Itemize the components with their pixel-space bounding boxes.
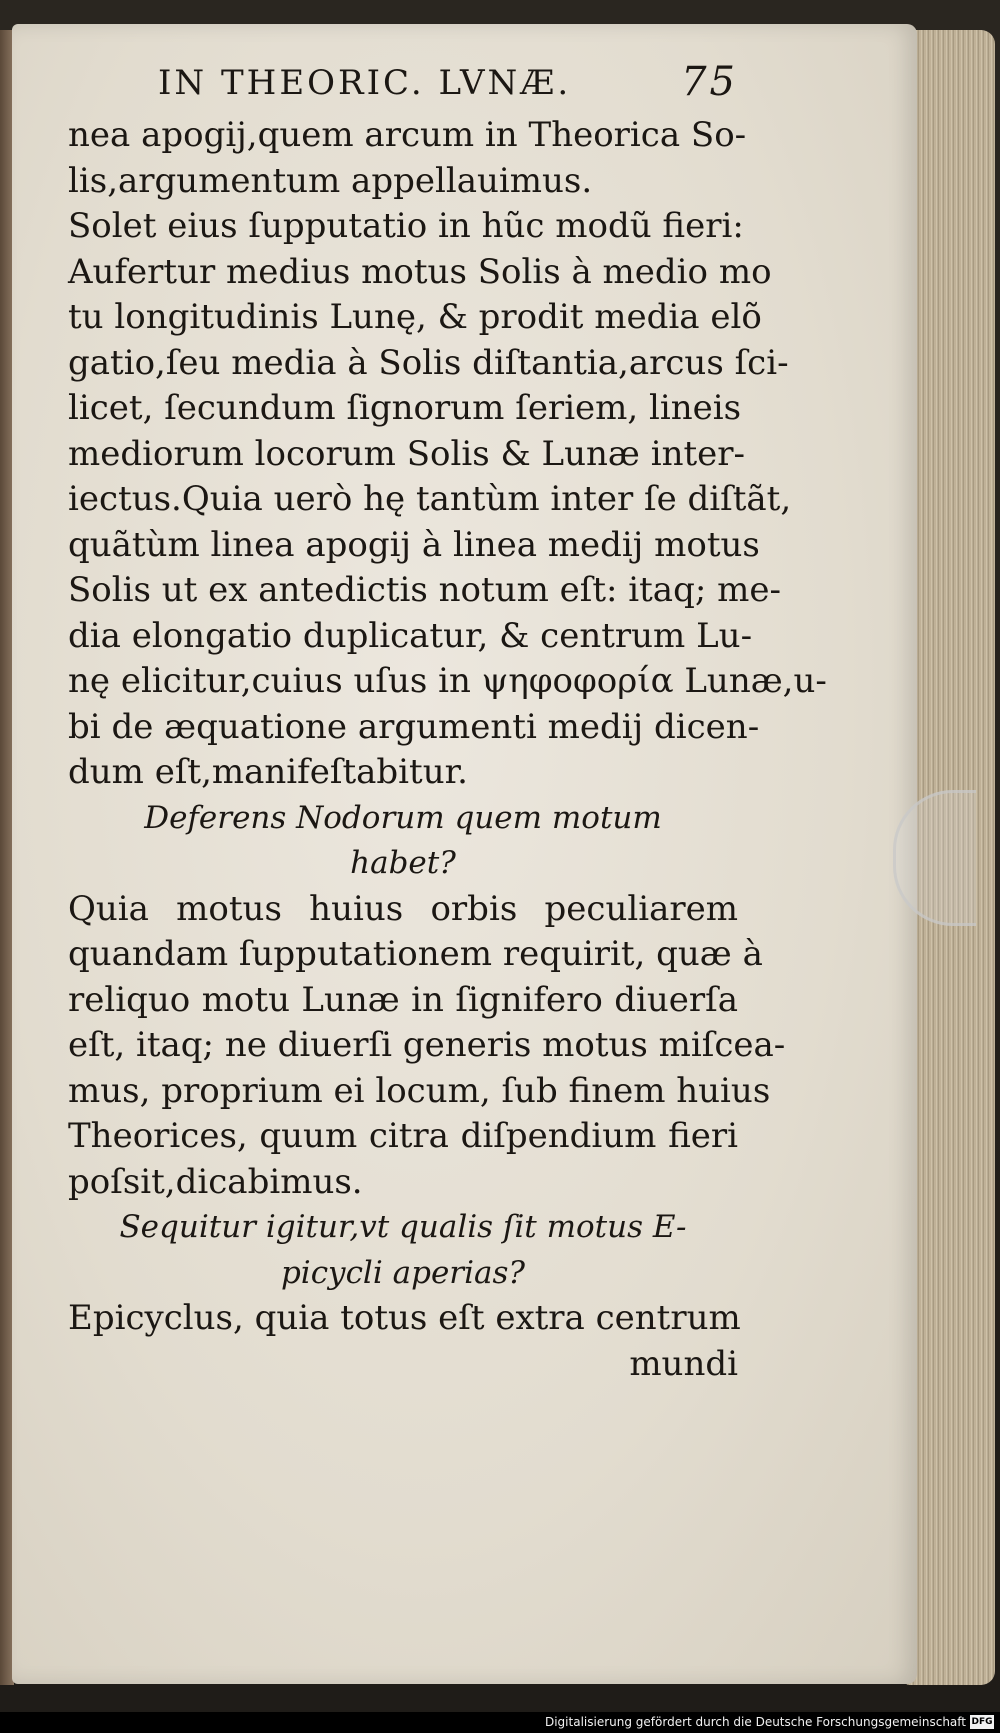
text-line: poſsit,dicabimus. [68,1161,363,1202]
page-number: 75 [681,59,738,105]
footer-credit: Digitalisierung gefördert durch die Deutsche Forschungsgemeinschaft [544,1715,966,1729]
text-line: reliquo motu Lunæ in ſignifero diuerſa [68,979,738,1020]
text-line: iectus.Quia uerò hę tantùm inter ſe diſtãt, [68,479,792,519]
text-line: eſt, itaq; ne diuerſi generis motus miſcea- [68,1025,786,1065]
text-line: bi de æquatione argumenti medij dicen- [68,706,760,747]
text-line: Solis ut ex antedictis notum eſt: itaq; me- [68,570,781,610]
text-line: Deferens Nodorum quem motum [144,799,662,836]
text-line: gatio,ſeu media à Solis diſtantia,arcus ſci- [68,342,789,383]
text-line: mus, proprium ei locum, ſub finem huius [68,1070,771,1111]
text-line: tu longitudinis Lunę, & prodit media elõ [68,297,762,337]
text-line: dum eſt,manifeſtabitur. [68,752,468,792]
text-line: picycli aperias? [280,1254,526,1291]
text-line: habet? [350,845,456,881]
text-line: lis,argumentum appellauimus. [68,160,593,201]
text-lines [68,113,827,1387]
text-line: nę elicitur,cuius uſus in ψηφοφορία Lunæ,u- [68,661,827,701]
text-line: Epicyclus, quia totus eſt extra centrum [68,1298,741,1338]
page-header [68,55,738,113]
text-block [68,55,827,1387]
text-line: quãtùm linea apogij à linea medij motus [68,524,760,565]
dfg-logo: DFG [971,1717,993,1727]
text-line: Aufertur medius motus Solis à medio mo [68,251,772,292]
text-line: Solet eius ſupputatio in hũc modũ fieri: [68,206,744,246]
text-line: nea apogij,quem arcum in Theorica So- [68,115,747,155]
text-line: mundi [629,1343,738,1384]
text-line: Theorices, quum citra diſpendium fieri [68,1116,738,1156]
text-line: Quia motus huius orbis peculiarem [68,888,738,929]
text-line: dia elongatio duplicatur, & centrum Lu- [68,615,753,656]
running-title: IN THEORIC. LVNÆ. [158,63,572,103]
text-line: mediorum locorum Solis & Lunæ inter- [68,433,745,474]
footer-bar [0,1712,1000,1733]
text-line: Sequitur igitur,vt qualis ſit motus E- [119,1209,687,1245]
text-line: quandam ſupputationem requirit, quæ à [68,934,763,974]
text-line: licet, ſecundum ſignorum ſeriem, lineis [68,388,742,428]
